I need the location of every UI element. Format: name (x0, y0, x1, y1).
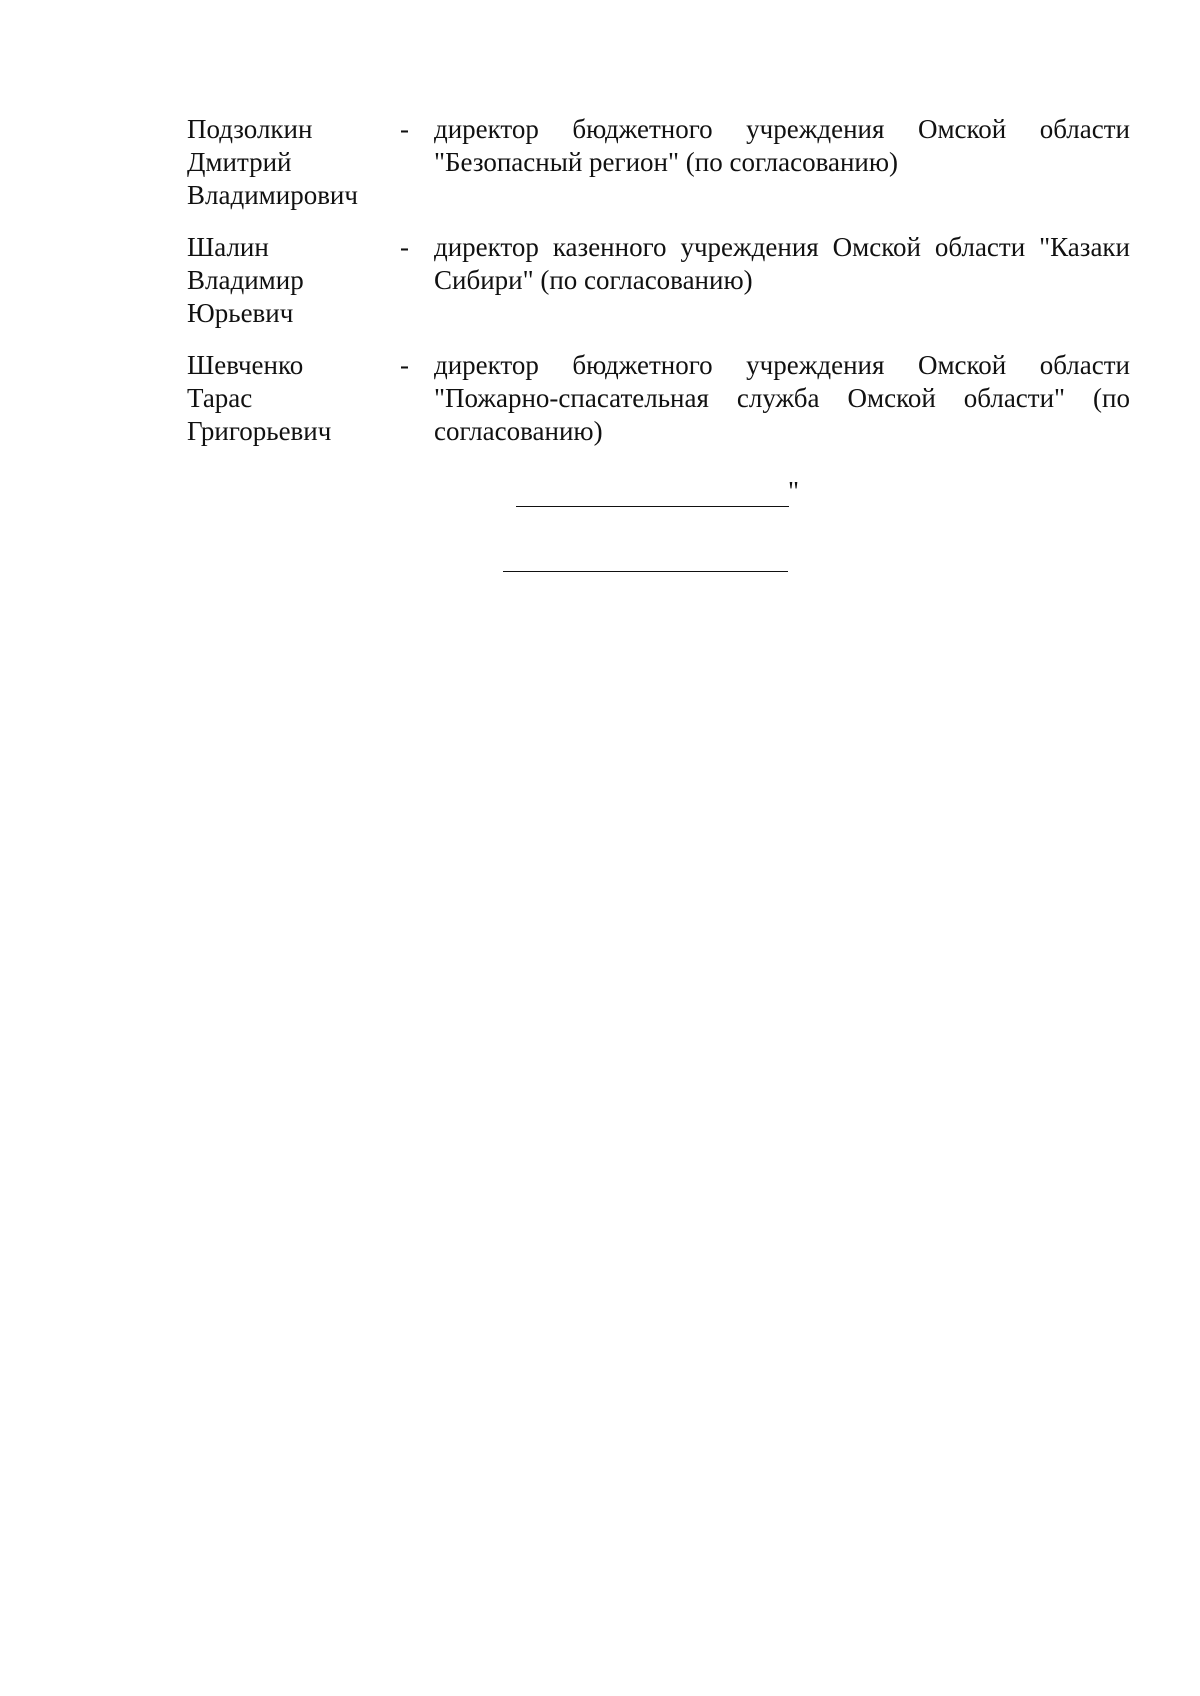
member-list (187, 113, 1130, 467)
member-description: директор бюджетного учреждения Омской области "Безопасный регион" (по согласованию) (434, 114, 1130, 177)
member-patronymic: Владимирович (187, 180, 358, 210)
member-description: директор бюджетного учреждения Омской области "Пожарно-спасательная служба Омской области" (по согласованию) (434, 350, 1130, 446)
member-entry (187, 349, 1130, 448)
member-name (187, 231, 400, 330)
closing-quote-mark: " (788, 476, 800, 506)
member-first-name: Тарас (187, 383, 253, 413)
member-name (187, 349, 400, 448)
document-end-line (503, 571, 788, 572)
member-surname: Шевченко (187, 350, 304, 380)
member-surname: Шалин (187, 232, 269, 262)
member-surname: Подзолкин (187, 114, 313, 144)
member-dash: - (400, 232, 409, 262)
member-entry (187, 113, 1130, 212)
member-name (187, 113, 400, 212)
member-dash: - (400, 350, 409, 380)
member-description: директор казенного учреждения Омской области "Казаки Сибири" (по согласованию) (434, 232, 1130, 295)
closing-signature-line (516, 506, 789, 507)
member-first-name: Владимир (187, 265, 304, 295)
member-patronymic: Юрьевич (187, 298, 294, 328)
member-entry (187, 231, 1130, 330)
member-first-name: Дмитрий (187, 147, 292, 177)
member-patronymic: Григорьевич (187, 416, 332, 446)
member-dash: - (400, 114, 409, 144)
